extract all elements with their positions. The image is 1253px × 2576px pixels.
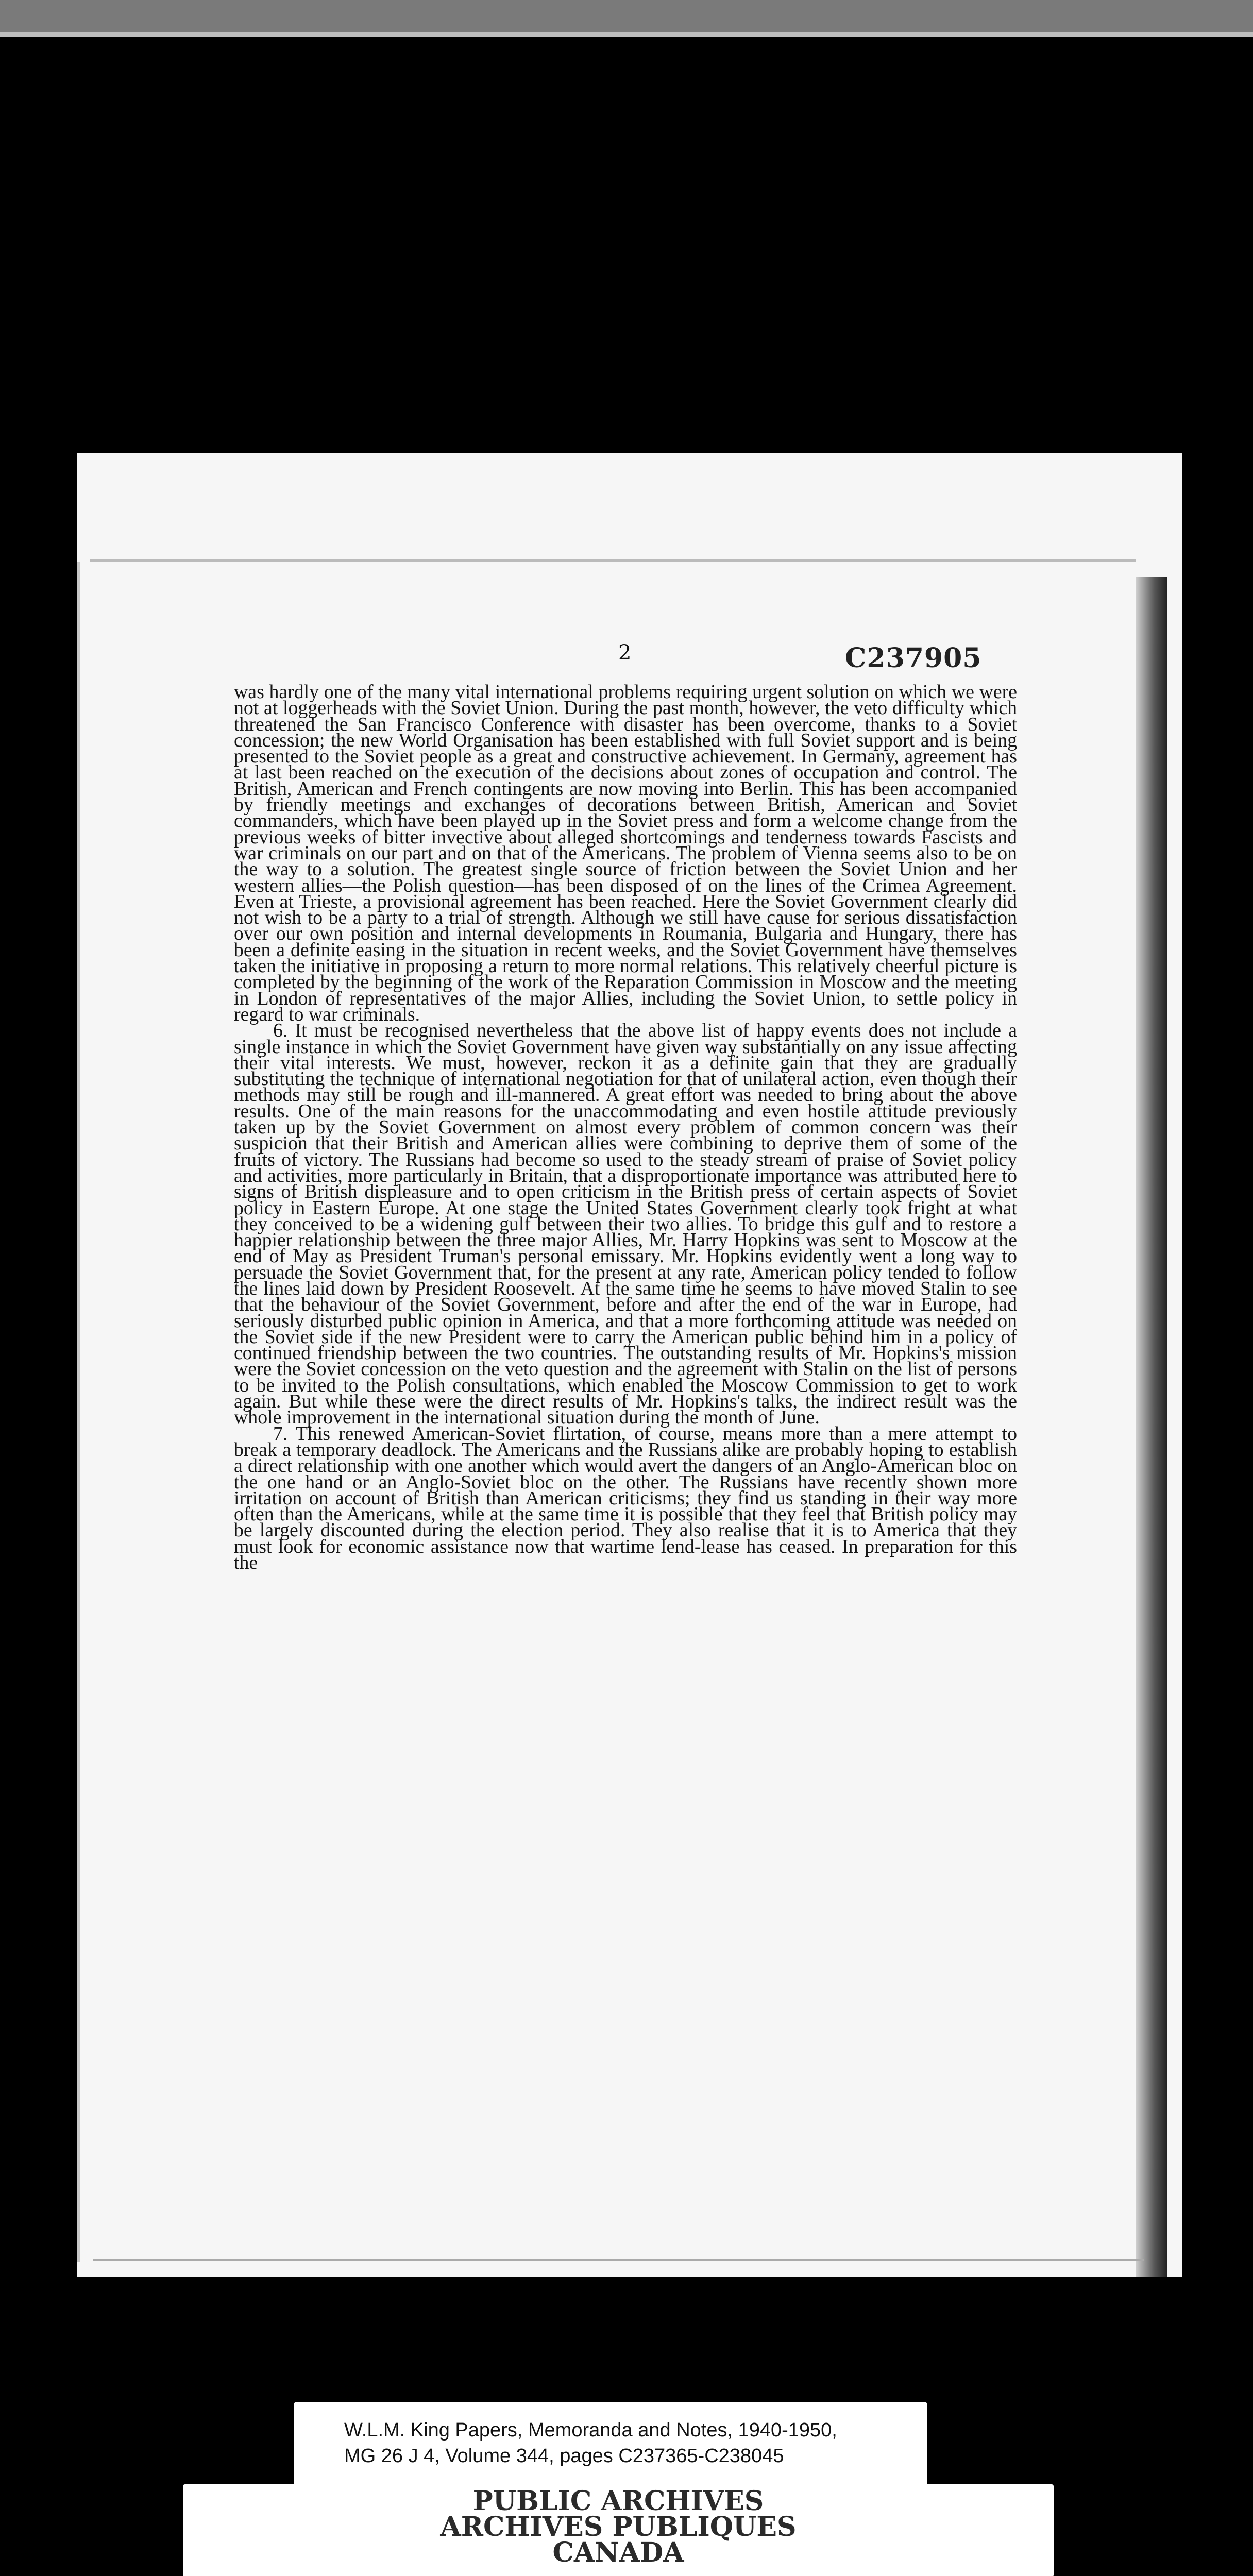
paragraph-6: 6. It must be recognised nevertheless that the above list of happy events does not include a single instance in which the Soviet Government have given way substantially on any issue affecting their vital interests. We must, however, reckon it as a definite gain that they are gradually substituting the technique of international negotiation for that of unilateral action, even though their methods may still be rough and ill-mannered. A great effort was needed to bring about the above results. One of the main reasons for the unaccommodating and even hostile attitude previously taken up by the Soviet Government on almost every problem of common concern was their suspicion that their British and American allies were combining to deprive them of some of the fruits of victory. The Russians had become so used to the steady stream of praise of Soviet policy and activities, more particularly in Britain, that a disproportionate importance was attributed here to signs of British displeasure and to open criticism in the British press of certain aspects of Soviet policy in Eastern Europe. At one stage the United States Government clearly took fright at what they conceived to be a widening gulf between their two allies. To bridge this gulf and to restore a happier relationship between the three major Allies, Mr. Harry Hopkins was sent to Moscow at the end of May as President Truman's personal emissary. Mr. Hopkins evidently went a long way to persuade the Soviet Government that, for the present at any rate, American policy tended to follow the lines laid down by President Roosevelt. At the same time he seems to have moved Stalin to see that the behaviour of the Soviet Government, before and after the end of the war in Europe, had seriously disturbed public opinion in America, and that a more forthcoming attitude was needed on the Soviet side if the new President were to carry the American public behind him in a policy of continued friendship between the two countries. The outstanding results of Mr. Hopkins's mission were the Soviet concession on the veto question and the agreement with Stalin on the list of persons to be invited to the Polish consultations, which enabled the Moscow Commission to get to work again. But while these were the direct results of Mr. Hopkins's talks, the indirect result was the whole improvement in the international situation during the month of June.: [234, 1020, 1017, 1429]
page-left-edge: [77, 562, 80, 2262]
archives-stamp: [183, 2485, 1054, 2568]
page-number: 2: [618, 641, 632, 665]
stamp-line-3: CANADA: [552, 2537, 684, 2568]
page-top-rule: [90, 559, 1136, 562]
paragraph-5-continued: was hardly one of the many vital international problems requiring urgent solution on which we were not at loggerheads with the Soviet Union. During the past month, however, the veto difficulty which threatened the San Francisco Conference with disaster has been overcome, thanks to a Soviet concession; the new World Organisation has been established with full Soviet support and is being presented to the Soviet people as a great and constructive achievement. In Germany, agreement has at last been reached on the execution of the decisions about zones of occupation and control. The British, American and French contingents are now moving into Berlin. This has been accompanied by friendly meetings and exchanges of decorations between British, American and Soviet commanders, which have been played up in the Soviet press and form a welcome change from the previous weeks of bitter invective about alleged shortcomings and tenderness towards Fascists and war criminals on our part and on that of the Americans. The problem of Vienna seems also to be on the way to a solution. The greatest single source of friction between the Soviet Union and her western allies—the Polish question—has been disposed of on the lines of the Crimea Agreement. Even at Trieste, a provisional agreement has been reached. Here the Soviet Government clearly did not wish to be a party to a trial of strength. Although we still have cause for serious dissatisfaction over our own position and internal developments in Roumania, Bulgaria and Hungary, there has been a definite easing in the situation in recent weeks, and the Soviet Government have themselves taken the initiative in proposing a return to more normal relations. This relatively cheerful picture is completed by the beginning of the work of the Reparation Commission in Moscow and the meeting in London of representatives of the major Allies, including the Soviet Union, to settle policy in regard to war criminals.: [234, 681, 1017, 1025]
paragraph-7: 7. This renewed American-Soviet flirtation, of course, means more than a mere attempt to break a temporary deadlock. The Americans and the Russians alike are probably hoping to establish a direct relationship with one another which would avert the dangers of an Anglo-American bloc on the one hand or an Anglo-Soviet bloc on the other. The Russians have recently shown more irritation on account of British than American criticisms; they find us standing in their way more often than the Americans, while at the same time it is possible that they feel that British policy may be largely discounted during the election period. They also realise that it is to America that they must look for economic assistance now that wartime lend-lease has ceased. In preparation for this the: [234, 1422, 1017, 1574]
microfilm-top-strip: [0, 0, 1253, 32]
stamp-line-2: ARCHIVES PUBLIQUES: [440, 2511, 797, 2543]
reference-text: [344, 2417, 837, 2469]
document-body: [234, 681, 1017, 1574]
microfilm-top-edge: [0, 32, 1253, 37]
stamp-line-1: PUBLIC ARCHIVES: [472, 2485, 764, 2517]
page-bottom-edge: [93, 2259, 1144, 2261]
reference-line-2: MG 26 J 4, Volume 344, pages C237365-C238045: [344, 2445, 784, 2467]
reference-line-1: W.L.M. King Papers, Memoranda and Notes, 1940-1950,: [344, 2419, 837, 2441]
document-code: C237905: [845, 642, 982, 674]
page-right-shadow: [1136, 577, 1167, 2277]
